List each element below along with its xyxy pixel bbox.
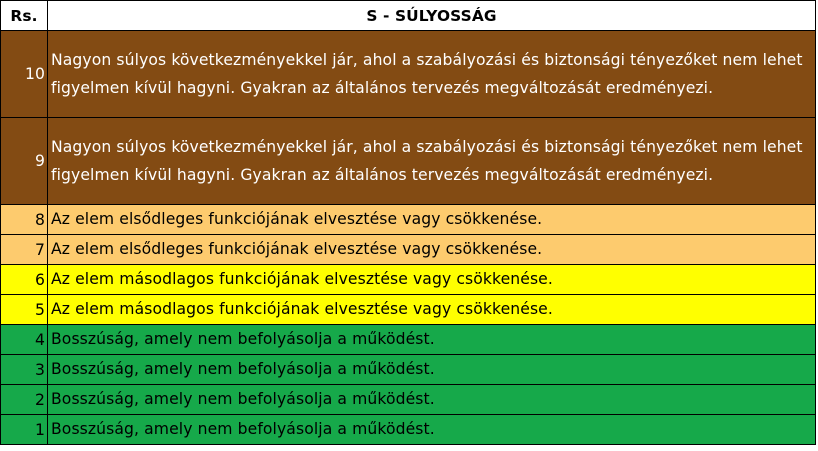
description-cell: Bosszúság, amely nem befolyásolja a működést. bbox=[48, 385, 816, 415]
header-description: S - SÚLYOSSÁG bbox=[48, 1, 816, 31]
rank-cell: 1 bbox=[1, 415, 48, 445]
description-cell: Az elem másodlagos funkciójának elvesztése vagy csökkenése. bbox=[48, 265, 816, 295]
table-row-2 bbox=[1, 385, 816, 415]
table-row-10 bbox=[1, 31, 816, 118]
rank-cell: 7 bbox=[1, 235, 48, 265]
rank-cell: 4 bbox=[1, 325, 48, 355]
table-row-9 bbox=[1, 118, 816, 205]
rank-cell: 9 bbox=[1, 118, 48, 205]
rank-cell: 2 bbox=[1, 385, 48, 415]
table-row-3 bbox=[1, 355, 816, 385]
rank-cell: 8 bbox=[1, 205, 48, 235]
header-rank: Rs. bbox=[1, 1, 48, 31]
description-cell: Nagyon súlyos következményekkel jár, ahol a szabályozási és biztonsági tényezőket nem lehet figyelmen kívül hagyni. Gyakran az általános tervezés megváltozását eredményezi. bbox=[48, 118, 816, 205]
description-cell: Bosszúság, amely nem befolyásolja a működést. bbox=[48, 325, 816, 355]
description-cell: Az elem elsődleges funkciójának elvesztése vagy csökkenése. bbox=[48, 205, 816, 235]
table-row-1 bbox=[1, 415, 816, 445]
description-cell: Bosszúság, amely nem befolyásolja a működést. bbox=[48, 355, 816, 385]
description-cell: Az elem másodlagos funkciójának elvesztése vagy csökkenése. bbox=[48, 295, 816, 325]
table-header-row bbox=[1, 1, 816, 31]
rank-cell: 5 bbox=[1, 295, 48, 325]
table-row-7 bbox=[1, 235, 816, 265]
description-cell: Bosszúság, amely nem befolyásolja a működést. bbox=[48, 415, 816, 445]
description-cell: Az elem elsődleges funkciójának elvesztése vagy csökkenése. bbox=[48, 235, 816, 265]
description-cell: Nagyon súlyos következményekkel jár, ahol a szabályozási és biztonsági tényezőket nem lehet figyelmen kívül hagyni. Gyakran az általános tervezés megváltozását eredményezi. bbox=[48, 31, 816, 118]
rank-cell: 3 bbox=[1, 355, 48, 385]
rank-cell: 10 bbox=[1, 31, 48, 118]
rank-cell: 6 bbox=[1, 265, 48, 295]
table-row-6 bbox=[1, 265, 816, 295]
table-row-8 bbox=[1, 205, 816, 235]
table-row-4 bbox=[1, 325, 816, 355]
table-row-5 bbox=[1, 295, 816, 325]
